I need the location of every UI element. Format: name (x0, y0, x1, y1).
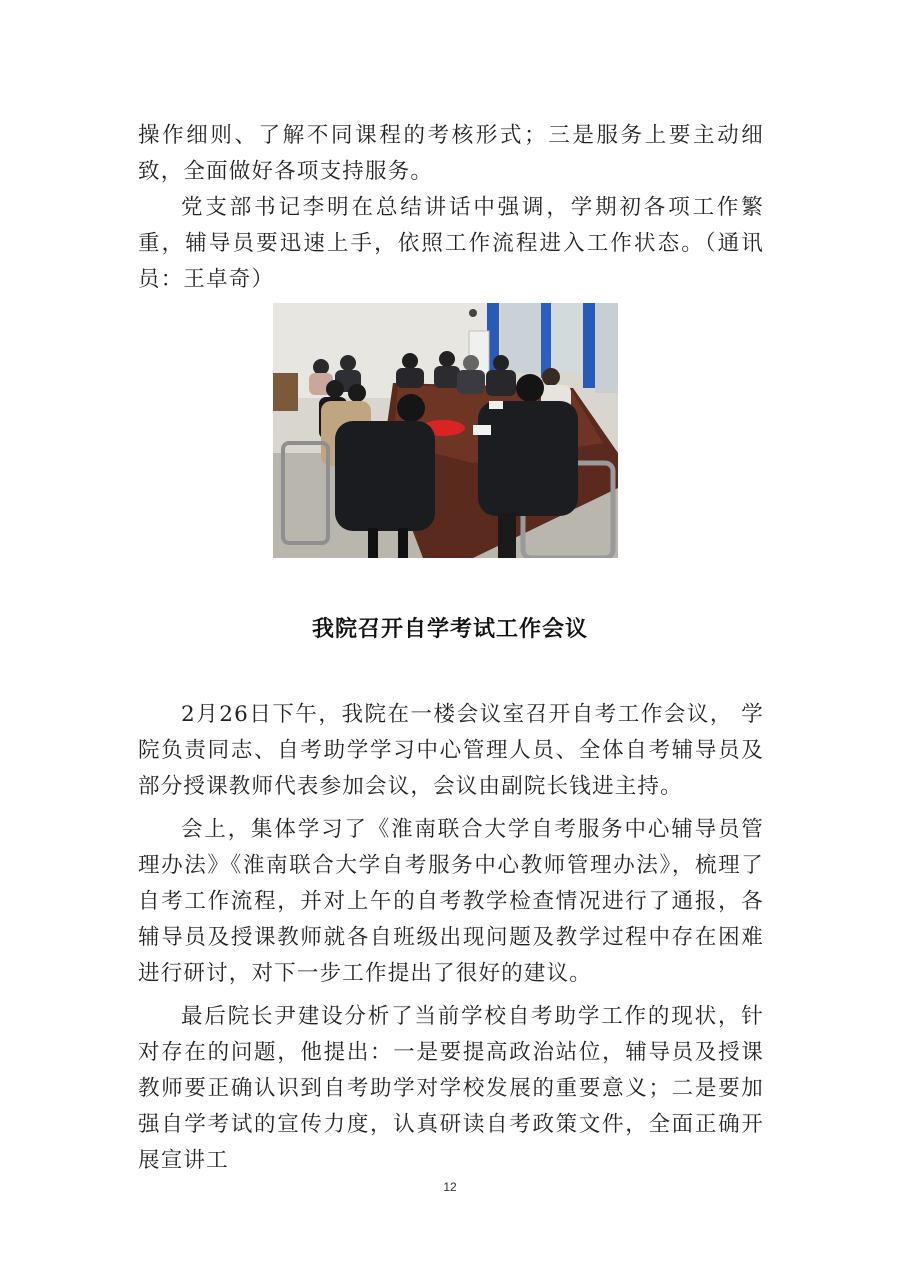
paragraph-2: 会上，集体学习了《淮南联合大学自考服务中心辅导员管理办法》《淮南联合大学自考服务中心教师管理办法》，梳理了自考工作流程，并对上午的自考教学检查情况进行了通报，各辅导员及授课教师就各自班级出现问题及教学过程中存在困难进行研讨，对下一步工作提出了很好的建议。 (138, 817, 764, 986)
article-title: 我院召开自学考试工作会议 (311, 617, 588, 642)
paragraph-1: 2月26日下午，我院在一楼会议室召开自考工作会议， 学院负责同志、自考助学学习中心管理人员、全体自考辅导员及部分授课教师代表参加会议，会议由副院长钱进主持。 (138, 702, 764, 799)
meeting-photo (273, 303, 618, 558)
paragraph-summary: 党支部书记李明在总结讲话中强调，学期初各项工作繁重，辅导员要迅速上手，依照工作流程进入工作状态。（通讯员：王卓奇） (138, 195, 764, 292)
paragraph-continued: 操作细则、了解不同课程的考核形式；三是服务上要主动细致，全面做好各项支持服务。 (138, 123, 764, 184)
page-number: 12 (443, 1180, 457, 1194)
paragraph-3: 最后院长尹建设分析了当前学校自考助学工作的现状，针对存在的问题，他提出：一是要提高政治站位，辅导员及授课教师要正确认识到自考助学对学校发展的重要意义；二是要加强自学考试的宣传力度，认真研读自考政策文件，全面正确开展宣讲工 (138, 1004, 764, 1173)
